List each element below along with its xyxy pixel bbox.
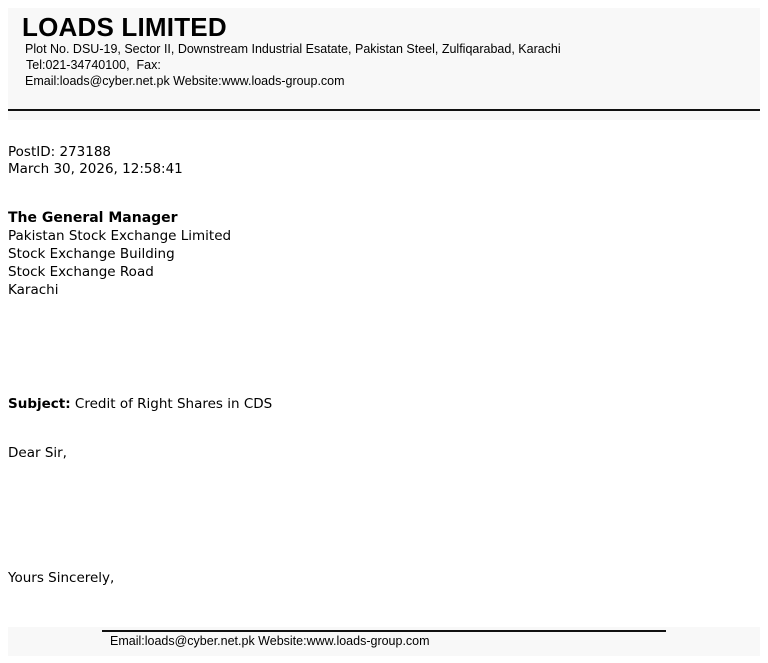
company-email-website: Email:loads@cyber.net.pk Website:www.loads-group.com [25, 74, 345, 88]
subject-text: Credit of Right Shares in CDS [70, 396, 273, 412]
letterhead [8, 8, 760, 120]
company-address: Plot No. DSU-19, Sector II, Downstream Industrial Esatate, Pakistan Steel, Zulfiqarabad, Karachi [25, 42, 561, 56]
company-phone-fax: Tel:021-34740100, Fax: [26, 58, 161, 72]
footer-email-website: Email:loads@cyber.net.pk Website:www.loads-group.com [110, 634, 430, 648]
header-divider [8, 109, 760, 111]
post-id: PostID: 273188 [8, 144, 111, 160]
subject-label: Subject: [8, 396, 71, 412]
recipient-address-line: Pakistan Stock Exchange Limited [8, 228, 232, 244]
footer-divider [102, 630, 666, 632]
subject-line [8, 395, 272, 413]
closing: Yours Sincerely, [8, 570, 115, 586]
recipient-title: The General Manager [8, 210, 178, 226]
recipient-address-line: Stock Exchange Road [8, 264, 154, 280]
recipient-address-line: Karachi [8, 282, 59, 298]
recipient-address-line: Stock Exchange Building [8, 246, 175, 262]
company-name: LOADS LIMITED [22, 12, 227, 42]
salutation: Dear Sir, [8, 445, 67, 461]
post-datetime: March 30, 2026, 12:58:41 [8, 161, 183, 177]
